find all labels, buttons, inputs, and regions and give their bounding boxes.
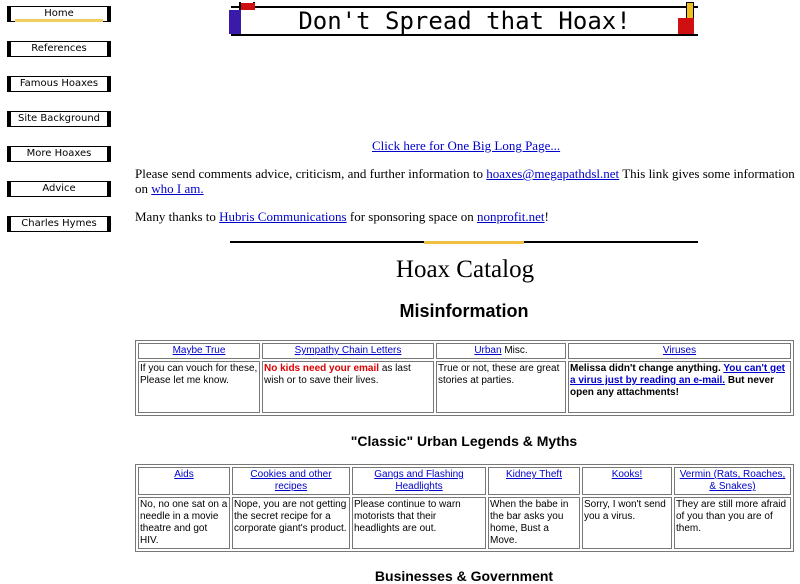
divider-accent	[424, 241, 524, 244]
thanks-text-2: for sponsoring space on	[346, 209, 477, 224]
email-link[interactable]: hoaxes@megapathdsl.net	[486, 166, 620, 181]
nav-underline	[15, 19, 103, 22]
header-cell	[568, 343, 791, 359]
catalog-heading: Hoax Catalog	[395, 256, 535, 283]
banner-title: Don't Spread that Hoax!	[298, 7, 631, 35]
comments-text: Please send comments advice, criticism, and further information to	[135, 166, 487, 181]
nav-label: Site Background	[17, 113, 101, 124]
header-cell	[488, 467, 580, 495]
thanks-text: Many thanks to	[135, 209, 220, 224]
cookies-link[interactable]: Cookies and other recipes	[250, 469, 332, 492]
site-banner	[231, 6, 698, 36]
who-i-am-link[interactable]: who I am.	[151, 181, 204, 196]
maybe-true-link[interactable]: Maybe True	[172, 345, 226, 356]
body-cell: They are still more afraid of you than you are of them.	[674, 497, 791, 549]
no-kids-text: No kids need your email	[264, 363, 380, 374]
comments-text-2: This link gives some information on	[135, 166, 795, 196]
one-big-page-link[interactable]: Click here for One Big Long Page...	[372, 138, 561, 153]
classic-table	[135, 464, 794, 552]
body-text: as last wish or to save their lives.	[264, 363, 411, 386]
nav-more-hoaxes-button[interactable]	[7, 146, 111, 162]
classic-heading: "Classic" Urban Legends & Myths	[350, 433, 578, 449]
nav-famous-hoaxes-button[interactable]	[7, 76, 111, 92]
nav-label: Charles Hymes	[21, 218, 97, 229]
virus-email-link[interactable]: You can't get a virus just by reading an e-mail.	[570, 363, 785, 386]
comments-paragraph	[135, 166, 795, 196]
body-cell	[262, 361, 434, 413]
kooks-link[interactable]: Kooks!	[611, 469, 643, 480]
gangs-link[interactable]: Gangs and Flashing Headlights	[374, 469, 464, 492]
body-cell: True or not, these are great stories at parties.	[436, 361, 566, 413]
nav-label: Famous Hoaxes	[19, 78, 99, 89]
nav-site-background-button[interactable]	[7, 111, 111, 127]
body-cell: Sorry, I won't send you a virus.	[582, 497, 672, 549]
nav-references-button[interactable]	[7, 41, 111, 57]
vermin-link[interactable]: Vermin (Rats, Roaches, & Snakes)	[679, 469, 786, 492]
viruses-link[interactable]: Viruses	[662, 345, 697, 356]
misinformation-table	[135, 340, 794, 416]
urban-link[interactable]: Urban	[474, 345, 502, 356]
sympathy-chain-letters-link[interactable]: Sympathy Chain Letters	[294, 345, 402, 356]
thanks-text-3: !	[544, 209, 549, 224]
header-cell	[674, 467, 791, 495]
sponsor-link[interactable]: Hubris Communications	[219, 209, 347, 224]
body-cell: Please continue to warn motorists that their headlights are out.	[352, 497, 486, 549]
body-cell: Nope, you are not getting the secret recipe for a corporate giant's product.	[232, 497, 350, 549]
nav-label: More Hoaxes	[26, 148, 92, 159]
attachments-text: But never open any attachments!	[570, 375, 774, 398]
nav-home-button[interactable]	[7, 6, 111, 22]
header-cell	[436, 343, 566, 359]
header-cell	[582, 467, 672, 495]
body-cell: When the babe in the bar asks you home, Bust a Move.	[488, 497, 580, 549]
nav-label: Home	[44, 8, 74, 19]
header-cell	[262, 343, 434, 359]
body-cell: No, no one sat on a needle in a movie theatre and got HIV.	[138, 497, 230, 549]
misc-label: Misc.	[501, 345, 528, 356]
thanks-paragraph	[135, 209, 795, 224]
header-cell	[138, 467, 230, 495]
misinformation-heading: Misinformation	[399, 301, 529, 321]
header-cell	[138, 343, 260, 359]
body-cell: If you can vouch for these, Please let me know.	[138, 361, 260, 413]
banner-red-block	[678, 18, 694, 34]
header-cell	[352, 467, 486, 495]
nav-label: Advice	[42, 183, 76, 194]
nav-advice-button[interactable]	[7, 181, 111, 197]
nav-charles-hymes-button[interactable]	[7, 216, 111, 232]
aids-link[interactable]: Aids	[174, 469, 194, 480]
kidney-theft-link[interactable]: Kidney Theft	[506, 469, 562, 480]
nonprofit-link[interactable]: nonprofit.net	[476, 209, 545, 224]
melissa-text: Melissa didn't change anything.	[570, 363, 724, 374]
header-cell	[232, 467, 350, 495]
business-heading: Businesses & Government	[374, 568, 554, 584]
body-cell	[568, 361, 791, 413]
nav-label: References	[31, 43, 87, 54]
